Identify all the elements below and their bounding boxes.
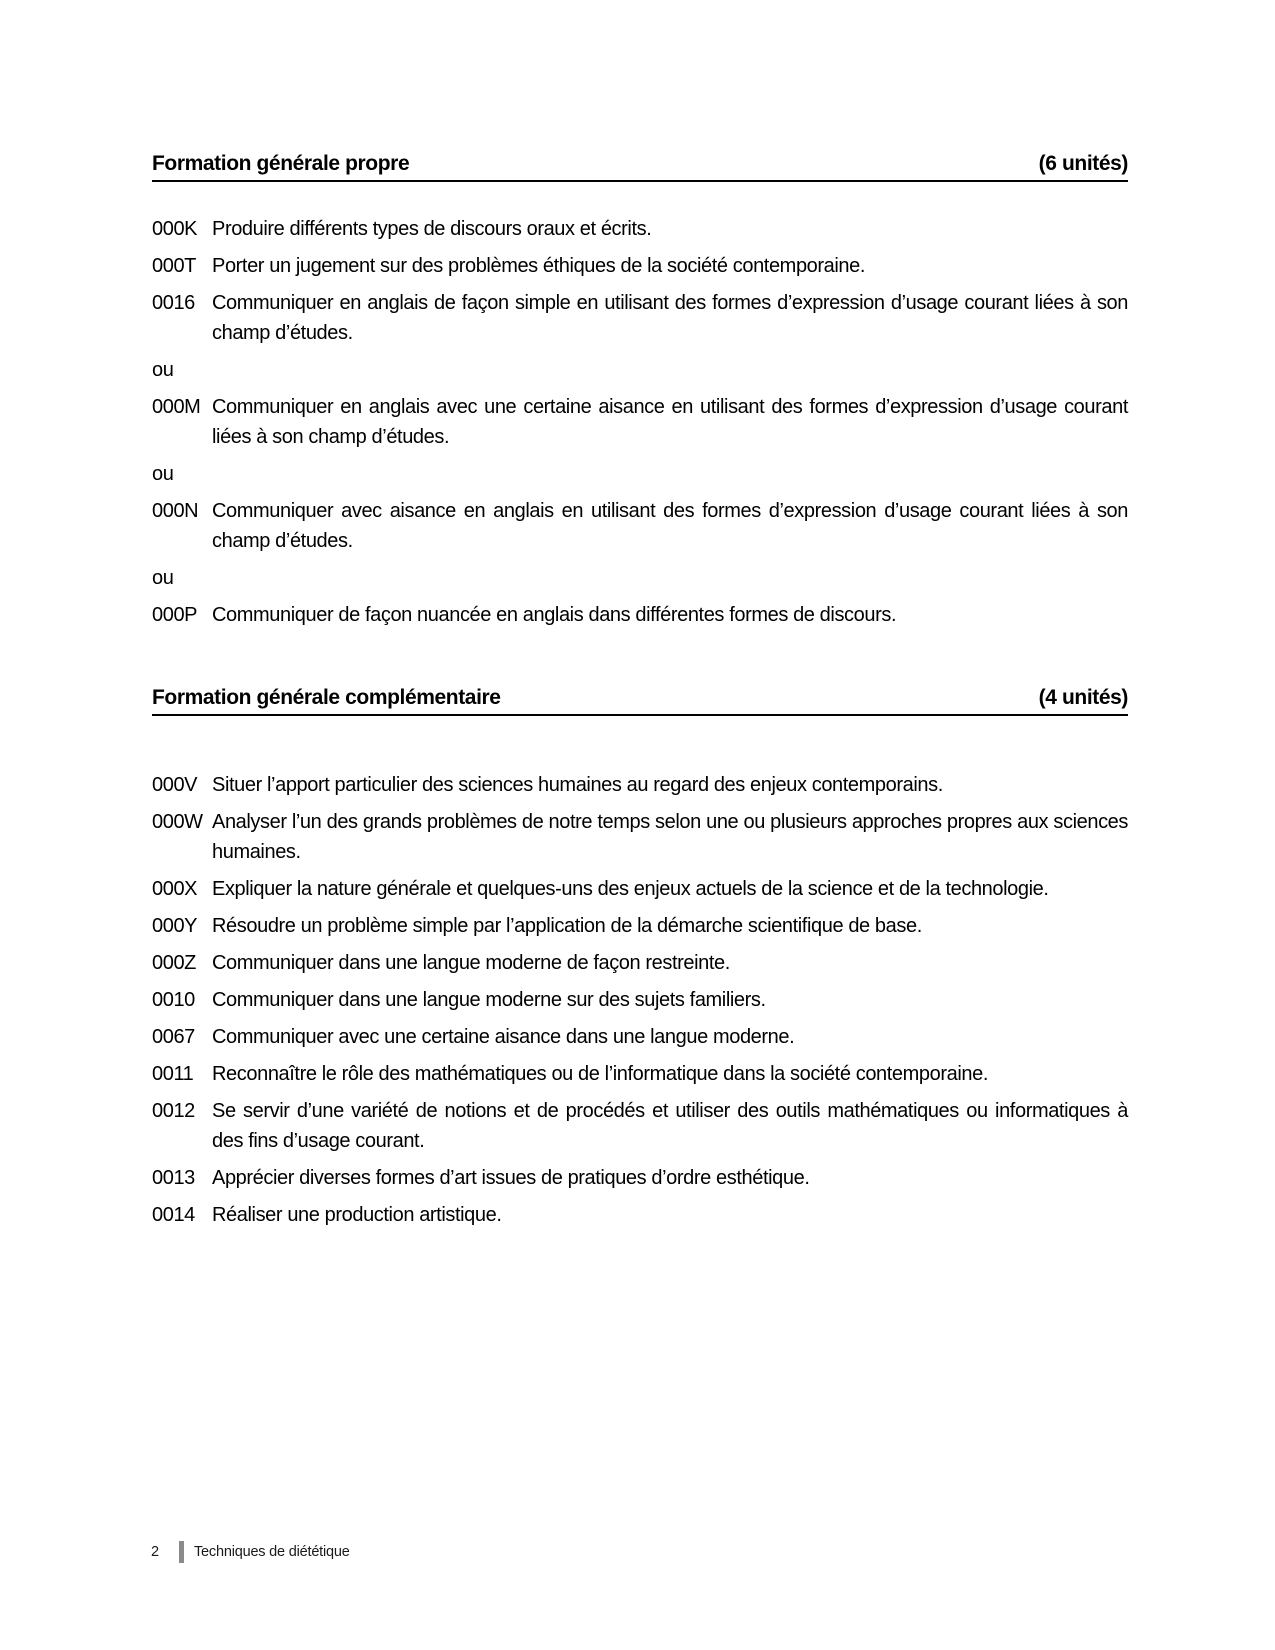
objective-code: 000Y bbox=[152, 915, 198, 937]
objective-text: Se servir d’une variété de notions et de procédés et utiliser des outils mathématiques ou informatiques à des fins d’usage courant. bbox=[212, 1100, 1128, 1152]
section-header bbox=[152, 153, 1128, 182]
section-title: Formation générale propre bbox=[152, 152, 410, 175]
objective-text: Réaliser une production artistique. bbox=[212, 1204, 502, 1226]
objective-code: 0016 bbox=[152, 292, 195, 314]
objective-code: 0010 bbox=[152, 989, 195, 1011]
objective-code: 0013 bbox=[152, 1167, 195, 1189]
objective-list bbox=[152, 214, 1128, 630]
objective-list bbox=[152, 770, 1128, 1230]
objective-text: Produire différents types de discours oraux et écrits. bbox=[212, 218, 652, 240]
objective-row bbox=[152, 1096, 1128, 1156]
objective-row bbox=[152, 1163, 1128, 1193]
objective-text: Apprécier diverses formes d’art issues de pratiques d’ordre esthétique. bbox=[212, 1167, 810, 1189]
objective-row bbox=[152, 985, 1128, 1015]
objective-text: Communiquer dans une langue moderne sur des sujets familiers. bbox=[212, 989, 766, 1011]
objective-row bbox=[152, 459, 1128, 489]
objective-text: Communiquer dans une langue moderne de façon restreinte. bbox=[212, 952, 730, 974]
objective-row bbox=[152, 600, 1128, 630]
objective-code: 000W bbox=[152, 811, 203, 833]
objective-code: ou bbox=[152, 567, 174, 589]
section-units-badge: (6 unités) bbox=[1038, 152, 1128, 175]
objective-text bbox=[212, 563, 1128, 593]
objective-code: 000V bbox=[152, 774, 198, 796]
objective-row bbox=[152, 355, 1128, 385]
objective-row bbox=[152, 563, 1128, 593]
objective-code: 000Z bbox=[152, 952, 196, 974]
objective-row bbox=[152, 807, 1128, 867]
objective-text: Expliquer la nature générale et quelques-uns des enjeux actuels de la science et de la technologie. bbox=[212, 878, 1049, 900]
objective-text: Communiquer en anglais avec une certaine aisance en utilisant des formes d’expression d’usage courant liées à son champ d’études. bbox=[212, 396, 1128, 448]
objective-code: 0012 bbox=[152, 1100, 195, 1122]
objective-code: 000T bbox=[152, 255, 196, 277]
document-content bbox=[152, 153, 1128, 1237]
objective-text bbox=[212, 355, 1128, 385]
objective-row bbox=[152, 392, 1128, 452]
objective-code: 000P bbox=[152, 604, 198, 626]
objective-text: Porter un jugement sur des problèmes éthiques de la société contemporaine. bbox=[212, 255, 866, 277]
objective-code: 000K bbox=[152, 218, 198, 240]
objective-text: Communiquer avec aisance en anglais en utilisant des formes d’expression d’usage courant liées à son champ d’études. bbox=[212, 500, 1128, 552]
objective-code: 0067 bbox=[152, 1026, 195, 1048]
page-number: 2 bbox=[151, 1544, 159, 1560]
page-footer bbox=[151, 1541, 350, 1563]
section-units-badge: (4 unités) bbox=[1038, 686, 1128, 709]
objective-row bbox=[152, 288, 1128, 348]
objective-text: Reconnaître le rôle des mathématiques ou de l’informatique dans la société contemporaine. bbox=[212, 1063, 988, 1085]
objective-code: 000N bbox=[152, 500, 199, 522]
footer-divider-bar bbox=[179, 1541, 184, 1563]
section-title: Formation générale complémentaire bbox=[152, 686, 501, 709]
objective-text: Analyser l’un des grands problèmes de notre temps selon une ou plusieurs approches propres aux sciences humaines. bbox=[212, 811, 1128, 863]
footer-document-title: Techniques de diététique bbox=[194, 1544, 350, 1560]
objective-row bbox=[152, 251, 1128, 281]
objective-text: Communiquer en anglais de façon simple en utilisant des formes d’expression d’usage courant liées à son champ d’études. bbox=[212, 292, 1128, 344]
objective-row bbox=[152, 874, 1128, 904]
objective-row bbox=[152, 1200, 1128, 1230]
objective-text bbox=[212, 459, 1128, 489]
objective-row bbox=[152, 214, 1128, 244]
objective-text: Résoudre un problème simple par l’application de la démarche scientifique de base. bbox=[212, 915, 922, 937]
objective-text: Communiquer de façon nuancée en anglais dans différentes formes de discours. bbox=[212, 604, 897, 626]
objective-row bbox=[152, 1059, 1128, 1089]
objective-code: 000X bbox=[152, 878, 198, 900]
section-header bbox=[152, 687, 1128, 716]
objective-row bbox=[152, 496, 1128, 556]
objective-text: Communiquer avec une certaine aisance dans une langue moderne. bbox=[212, 1026, 795, 1048]
objective-code: 000M bbox=[152, 396, 201, 418]
objective-row bbox=[152, 770, 1128, 800]
objective-row bbox=[152, 911, 1128, 941]
formation-section bbox=[152, 687, 1128, 1230]
objective-code: 0014 bbox=[152, 1204, 195, 1226]
objective-code: 0011 bbox=[152, 1063, 194, 1085]
objective-code: ou bbox=[152, 359, 174, 381]
objective-row bbox=[152, 1022, 1128, 1052]
objective-row bbox=[152, 948, 1128, 978]
objective-code: ou bbox=[152, 463, 174, 485]
formation-section bbox=[152, 153, 1128, 630]
objective-text: Situer l’apport particulier des sciences humaines au regard des enjeux contemporains. bbox=[212, 774, 943, 796]
